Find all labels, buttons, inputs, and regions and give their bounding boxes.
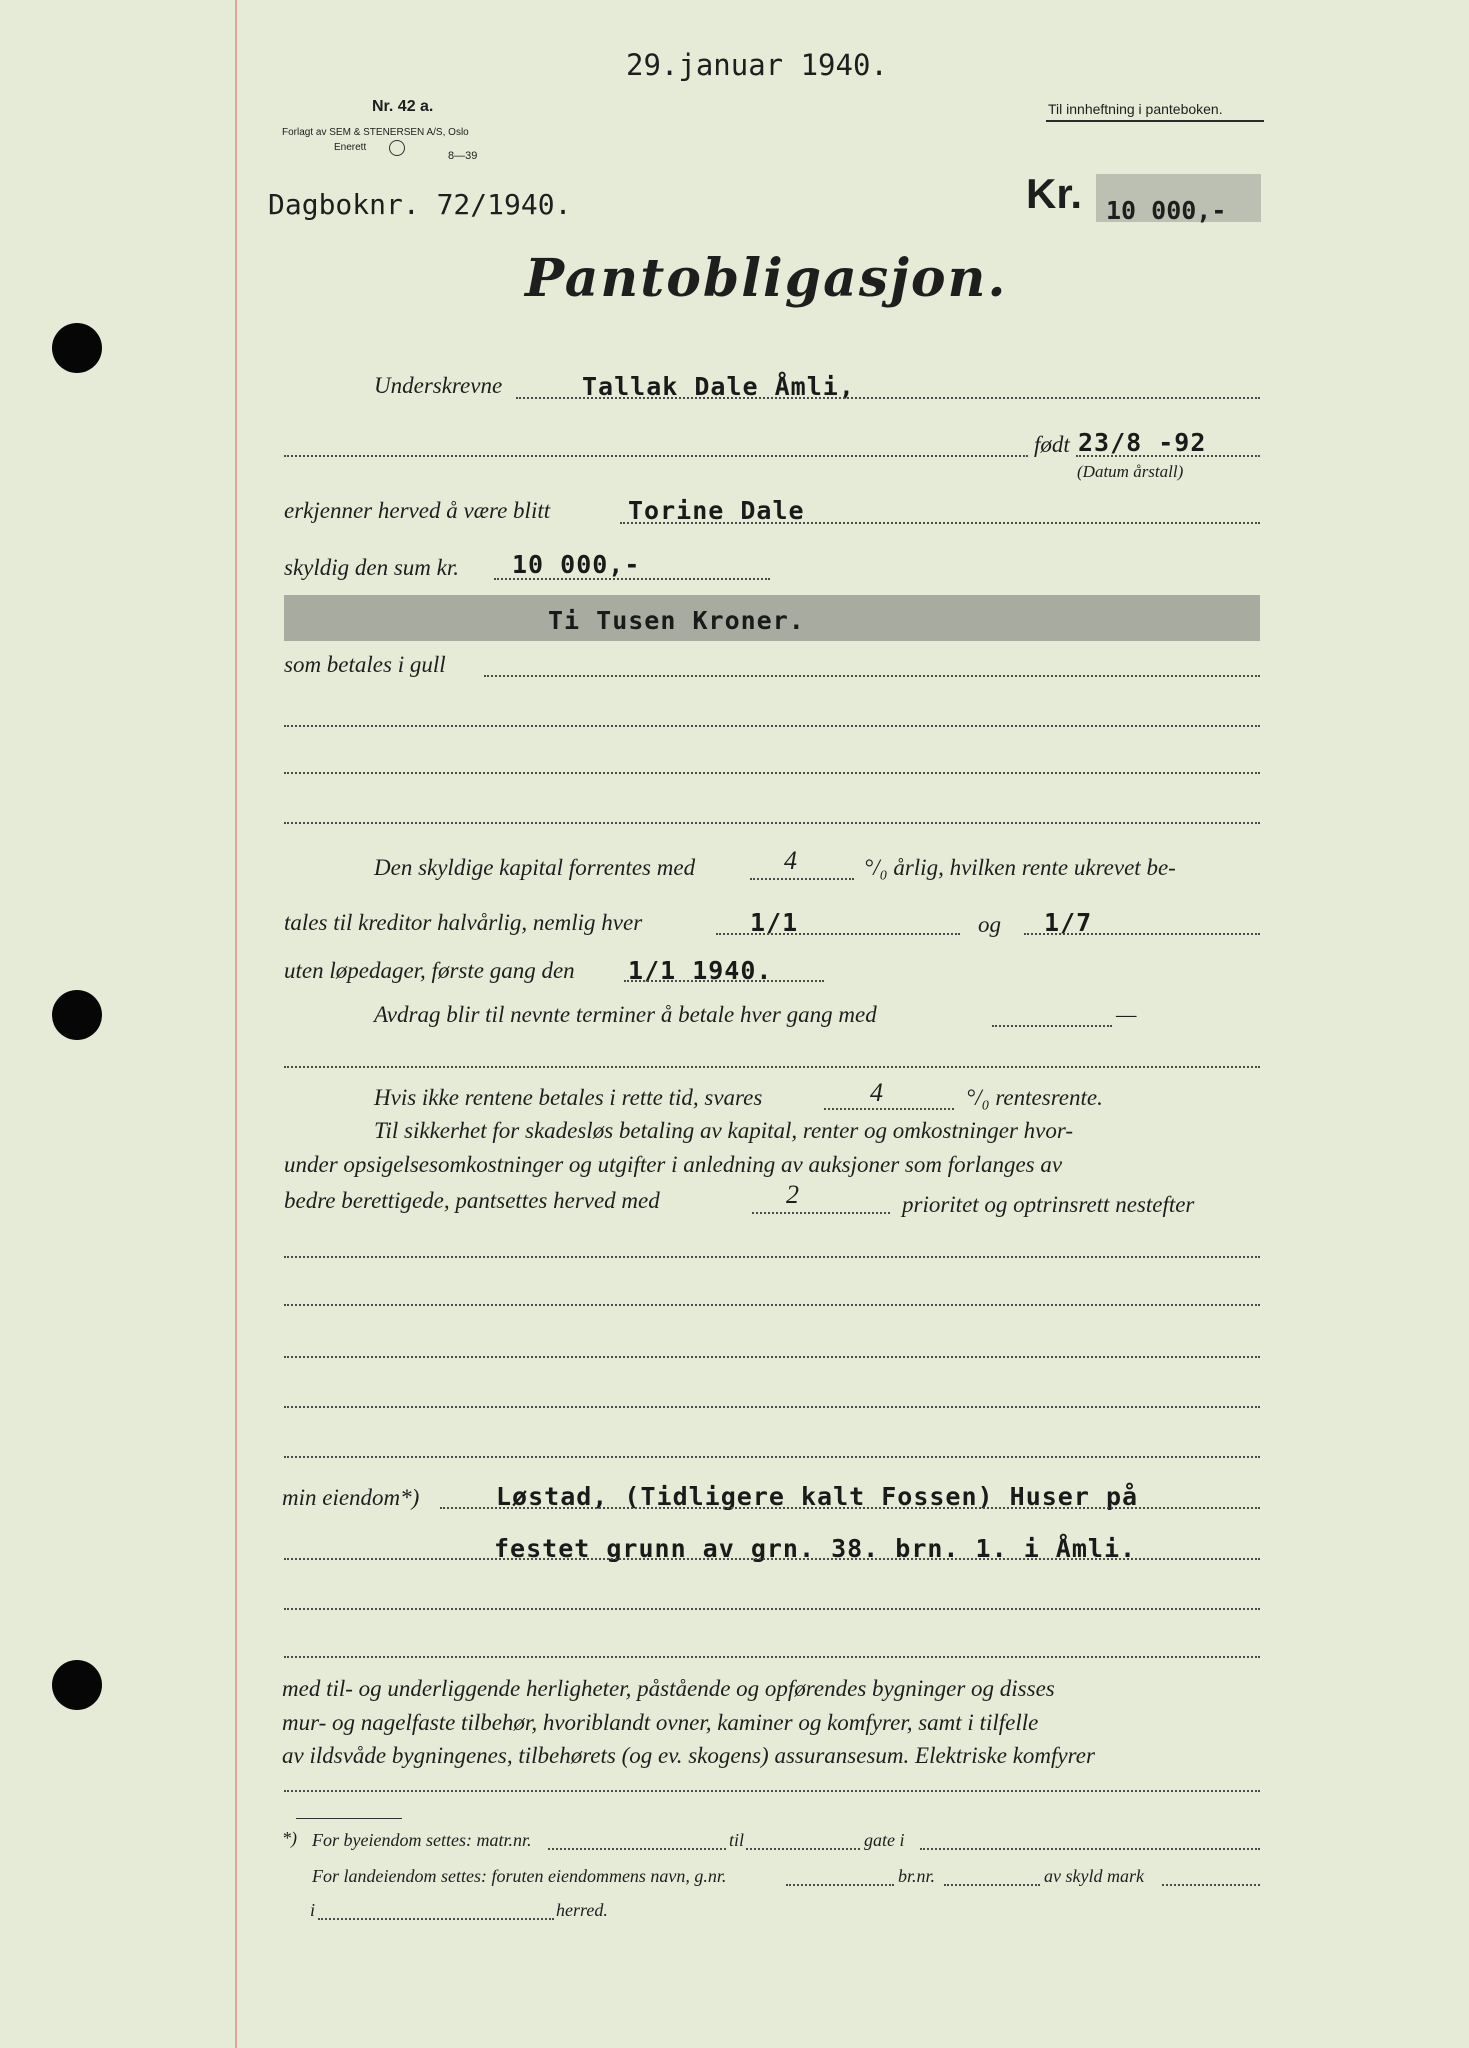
- sum-value: 10 000,-: [512, 550, 641, 579]
- penalty-line3: under opsigelsesomkostninger og utgifter i anledning av auksjoner som forlanges av: [284, 1152, 1063, 1177]
- footnote-land-skyld: av skyld mark: [1044, 1866, 1144, 1886]
- installment-dash: —: [1116, 1002, 1137, 1027]
- interest-line2-a: tales til kreditor halvårlig, nemlig hver: [284, 910, 643, 935]
- interest-first-date-line: [624, 980, 824, 982]
- penalty-line4-a: bedre berettigede, pantsettes herved med: [284, 1188, 660, 1213]
- footnote-city-gate-line: [920, 1848, 1260, 1850]
- interest-date2-line: [1024, 933, 1260, 935]
- publisher-logo: [389, 140, 405, 156]
- property-line1: Løstad, (Tidligere kalt Fossen) Huser på: [496, 1482, 1139, 1511]
- margin-line: [235, 0, 237, 2048]
- footnote-herred-line: [318, 1918, 554, 1920]
- priority-value: 2: [786, 1180, 799, 1209]
- gold-label: som betales i gull: [284, 652, 446, 677]
- blank-line-2: [284, 772, 1260, 774]
- kr-label: Kr.: [1026, 170, 1083, 217]
- interest-line3-a: uten løpedager, første gang den: [284, 958, 575, 983]
- footnote-herred-i: i: [310, 1900, 316, 1920]
- undersigned-label: Underskrevne: [374, 373, 503, 398]
- punch-hole-middle: [52, 990, 102, 1040]
- penalty-blank-line-2: [284, 1304, 1260, 1306]
- publisher: Forlagt av SEM & STENERSEN A/S, Oslo: [282, 127, 469, 138]
- penalty-rate-line: [824, 1108, 954, 1110]
- binding-note-rule: [1046, 120, 1264, 122]
- closing-line3: av ildsvåde bygningenes, tilbehørets (og ev. skogens) assuransesum. Elektriske komfyrer: [282, 1743, 1095, 1768]
- installment-amount-line: [992, 1025, 1112, 1027]
- penalty-line4-b: prioritet og optrinsrett nestefter: [902, 1192, 1195, 1217]
- name-continuation-line: [284, 455, 1028, 457]
- blank-line-1: [284, 725, 1260, 727]
- interest-and: og: [978, 912, 1001, 937]
- document-title: Pantobligasjon.: [525, 248, 1008, 309]
- undersigned-line: [516, 397, 1260, 399]
- footnote-land-skyld-line: [1162, 1884, 1260, 1886]
- creditor-value: Torine Dale: [628, 496, 805, 525]
- print-code: 8—39: [448, 150, 478, 162]
- gold-line: [484, 675, 1260, 677]
- amount-value: 10 000,-: [1106, 196, 1227, 225]
- punch-hole-bottom: [52, 1660, 102, 1710]
- penalty-rate: 4: [870, 1078, 883, 1107]
- footnote-herred: herred.: [556, 1900, 608, 1920]
- creditor-label: erkjenner herved å være blitt: [284, 498, 551, 523]
- property-line1-rule: [440, 1507, 1260, 1509]
- footnote-city-label: For byeiendom settes: matr.nr.: [312, 1830, 532, 1850]
- blank-line-3: [284, 822, 1260, 824]
- penalty-blank-line-4: [284, 1406, 1260, 1408]
- interest-date1-line: [716, 933, 960, 935]
- interest-line1-a: Den skyldige kapital forrentes med: [374, 855, 696, 880]
- interest-rate-line: [750, 878, 854, 880]
- property-blank-line-1: [284, 1608, 1260, 1610]
- publisher-rights: Enerett: [334, 142, 367, 153]
- punch-hole-top: [52, 323, 102, 373]
- footnote-city-matr-line: [548, 1848, 726, 1850]
- creditor-line: [620, 522, 1260, 524]
- binding-note: Til innheftning i panteboken.: [1048, 101, 1223, 117]
- closing-blank-line: [284, 1790, 1260, 1792]
- interest-date2: 1/7: [1044, 908, 1093, 937]
- sum-label: skyldig den sum kr.: [284, 555, 460, 580]
- penalty-line1-b: °/₀ rentesrente.: [966, 1085, 1103, 1110]
- journal-number: Dagboknr. 72/1940.: [268, 188, 572, 221]
- penalty-blank-line-3: [284, 1356, 1260, 1358]
- interest-first-date: 1/1 1940.: [628, 956, 773, 985]
- born-line: [1076, 455, 1260, 457]
- sum-words: Ti Tusen Kroner.: [548, 606, 805, 635]
- footnote-city-til: til: [729, 1830, 745, 1850]
- penalty-line1-a: Hvis ikke rentene betales i rette tid, svares: [374, 1085, 763, 1110]
- penalty-blank-line-5: [284, 1456, 1260, 1458]
- installment-blank-line: [284, 1066, 1260, 1068]
- penalty-blank-line-1: [284, 1256, 1260, 1258]
- footnote-land-brnr: br.nr.: [898, 1866, 936, 1886]
- footnote-city-til-line: [746, 1848, 860, 1850]
- footnote-star: *): [282, 1828, 297, 1848]
- priority-line: [752, 1212, 890, 1214]
- property-label: min eiendom*): [282, 1485, 420, 1510]
- footnote-city-gate: gate i: [864, 1830, 905, 1850]
- property-blank-line-2: [284, 1656, 1260, 1658]
- born-hint: (Datum årstall): [1077, 462, 1184, 481]
- footnote-land-gnr-line: [786, 1884, 894, 1886]
- form-number: Nr. 42 a.: [372, 98, 434, 115]
- closing-line2: mur- og nagelfaste tilbehør, hvoriblandt ovner, kaminer og komfyrer, samt i tilfelle: [282, 1710, 1039, 1735]
- born-value: 23/8 -92: [1078, 428, 1207, 457]
- property-line2: festet grunn av grn. 38. brn. 1. i Åmli.: [494, 1534, 1137, 1563]
- undersigned-value: Tallak Dale Åmli,: [582, 372, 855, 401]
- interest-line1-b: °/₀ årlig, hvilken rente ukrevet be-: [864, 855, 1176, 880]
- born-label: født: [1034, 432, 1070, 457]
- installment-line: Avdrag blir til nevnte terminer å betale hver gang med: [374, 1002, 877, 1027]
- interest-date1: 1/1: [750, 908, 799, 937]
- property-line2-rule: [284, 1558, 1260, 1560]
- closing-line1: med til- og underliggende herligheter, påstående og opførendes bygninger og disses: [282, 1676, 1055, 1701]
- footnote-land-label: For landeiendom settes: foruten eiendommens navn, g.nr.: [312, 1866, 727, 1886]
- penalty-line2: Til sikkerhet for skadesløs betaling av kapital, renter og omkostninger hvor-: [374, 1118, 1074, 1143]
- footnote-rule: [296, 1818, 402, 1819]
- sum-line: [494, 578, 770, 580]
- interest-rate: 4: [784, 846, 797, 875]
- footnote-land-brnr-line: [944, 1884, 1040, 1886]
- document-date: 29.januar 1940.: [626, 48, 888, 82]
